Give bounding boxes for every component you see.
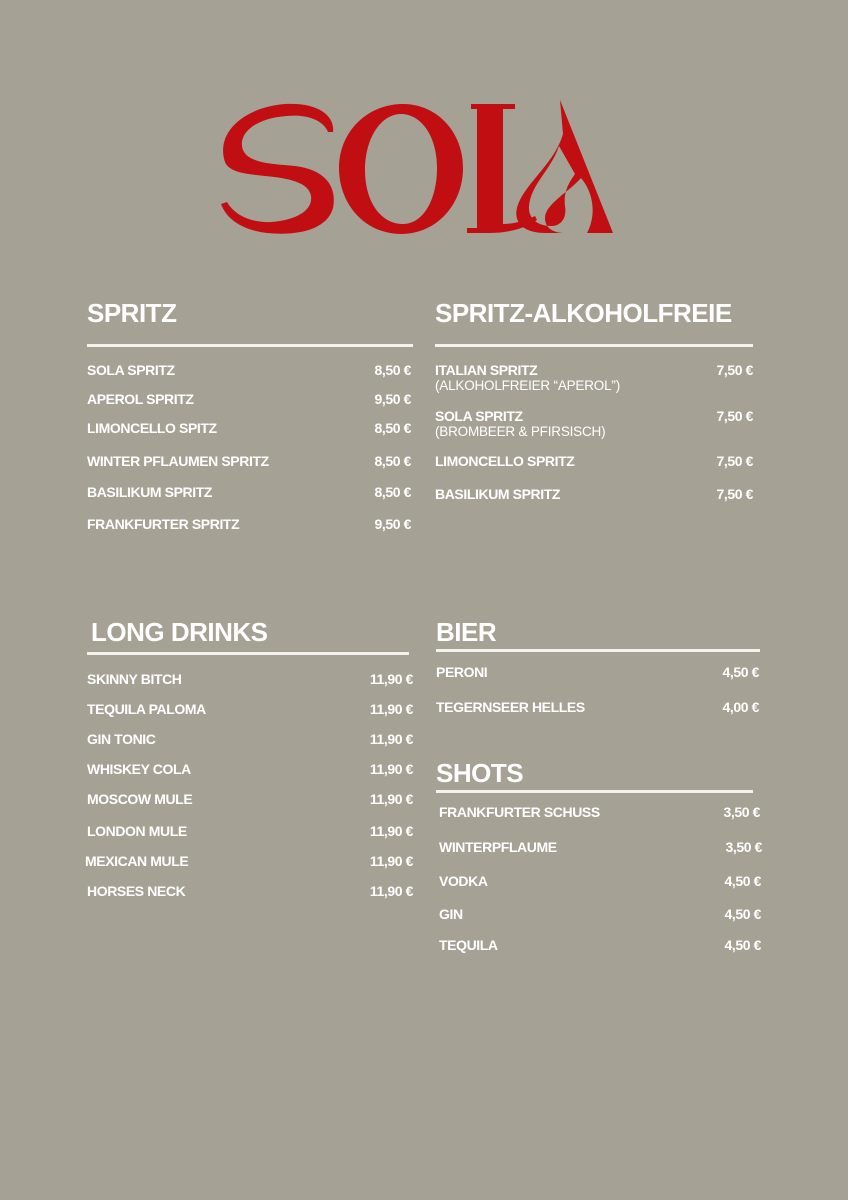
item-name: TEGERNSEER HELLES xyxy=(436,699,585,715)
item-name: WINTERPFLAUME xyxy=(439,839,557,855)
section-bier xyxy=(436,617,760,727)
item-price: 4,50 € xyxy=(724,906,761,922)
item-price: 7,50 € xyxy=(716,362,753,378)
section-long-drinks xyxy=(87,617,413,917)
item-name: SKINNY BITCH xyxy=(87,671,182,687)
item-price: 11,90 € xyxy=(369,883,413,899)
item-price: 11,90 € xyxy=(369,823,413,839)
item-name: LIMONCELLO SPITZ xyxy=(87,420,217,436)
section-title: LONG DRINKS xyxy=(91,617,268,647)
divider xyxy=(87,344,413,347)
item-name: BASILIKUM SPRITZ xyxy=(87,484,213,500)
item-price: 8,50 € xyxy=(374,484,411,500)
section-spritz-alkoholfreie xyxy=(435,298,753,518)
item-price: 9,50 € xyxy=(374,391,411,407)
item-name: WHISKEY COLA xyxy=(87,761,191,777)
item-name: APEROL SPRITZ xyxy=(87,391,194,407)
item-price: 11,90 € xyxy=(369,671,413,687)
section-title: SPRITZ-ALKOHOLFREIE xyxy=(435,298,732,328)
item-description: (ALKOHOLFREIER “APEROL”) xyxy=(435,378,620,393)
item-price: 8,50 € xyxy=(374,453,411,469)
item-price: 4,50 € xyxy=(722,664,759,680)
divider xyxy=(435,344,753,347)
sola-logo xyxy=(215,92,625,244)
item-name: FRANKFURTER SCHUSS xyxy=(439,804,600,820)
item-price: 3,50 € xyxy=(723,804,760,820)
divider xyxy=(436,649,760,652)
item-name: TEQUILA PALOMA xyxy=(87,701,206,717)
item-price: 7,50 € xyxy=(716,486,753,502)
item-price: 3,50 € xyxy=(725,839,762,855)
item-name: GIN TONIC xyxy=(87,731,156,747)
item-price: 4,50 € xyxy=(724,937,761,953)
item-price: 11,90 € xyxy=(369,791,413,807)
item-name: VODKA xyxy=(439,873,488,889)
section-shots xyxy=(436,758,762,958)
item-name: MEXICAN MULE xyxy=(85,853,189,869)
item-description: (BROMBEER & PFIRSISCH) xyxy=(435,424,606,439)
item-price: 11,90 € xyxy=(369,731,413,747)
item-price: 11,90 € xyxy=(369,853,413,869)
item-price: 4,00 € xyxy=(722,699,759,715)
item-name: WINTER PFLAUMEN SPRITZ xyxy=(87,453,269,469)
section-title: BIER xyxy=(436,617,497,647)
item-price: 11,90 € xyxy=(369,761,413,777)
section-title: SPRITZ xyxy=(87,298,177,328)
item-price: 8,50 € xyxy=(374,420,411,436)
item-name: HORSES NECK xyxy=(87,883,186,899)
item-price: 7,50 € xyxy=(716,453,753,469)
item-name: LIMONCELLO SPRITZ xyxy=(435,453,575,469)
item-name: MOSCOW MULE xyxy=(87,791,193,807)
divider xyxy=(436,790,753,793)
item-name: GIN xyxy=(439,906,463,922)
item-price: 8,50 € xyxy=(374,362,411,378)
item-name: SOLA SPRITZ xyxy=(435,408,523,424)
item-name: PERONI xyxy=(436,664,488,680)
item-price: 11,90 € xyxy=(369,701,413,717)
section-title: SHOTS xyxy=(436,758,524,788)
item-name: BASILIKUM SPRITZ xyxy=(435,486,561,502)
item-name: TEQUILA xyxy=(439,937,498,953)
item-price: 9,50 € xyxy=(374,516,411,532)
divider xyxy=(87,652,409,655)
item-name: LONDON MULE xyxy=(87,823,187,839)
item-price: 7,50 € xyxy=(716,408,753,424)
section-spritz xyxy=(87,298,413,548)
item-name: ITALIAN SPRITZ xyxy=(435,362,538,378)
item-name: FRANKFURTER SPRITZ xyxy=(87,516,240,532)
item-price: 4,50 € xyxy=(724,873,761,889)
item-name: SOLA SPRITZ xyxy=(87,362,175,378)
